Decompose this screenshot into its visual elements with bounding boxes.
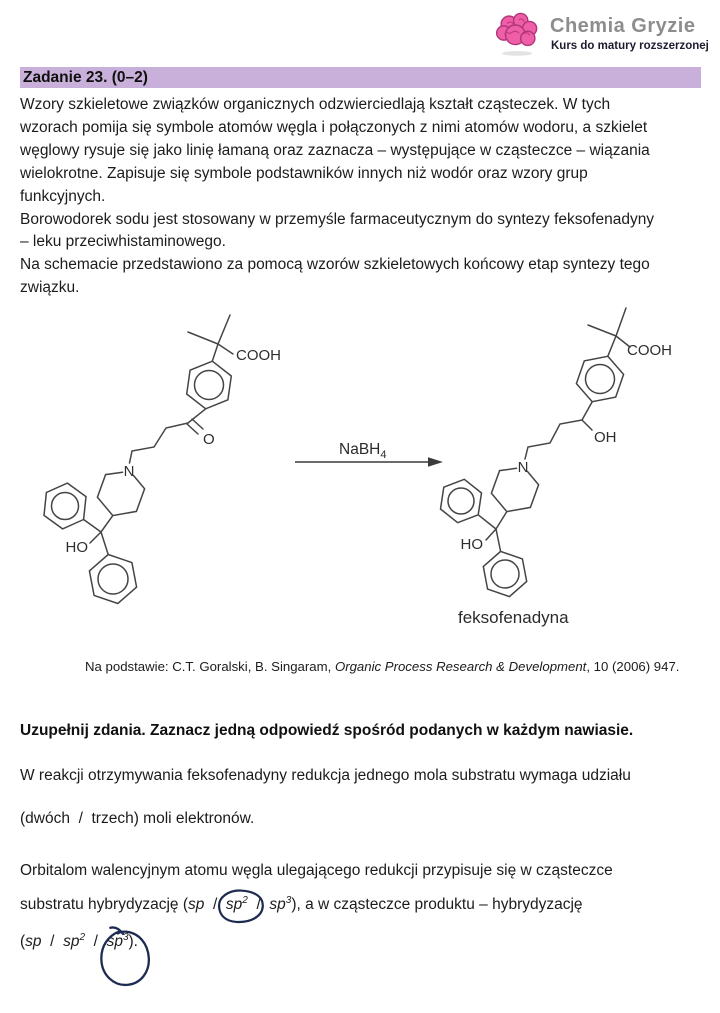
reaction-arrow [293, 428, 445, 472]
intro-line: Na schemacie przedstawiono za pomocą wzorów szkieletowych końcowy etap syntezy tego [20, 256, 650, 274]
intro-line: węglowy rysuje się jako linię łamaną oraz zaznacza – występujące w cząsteczce – wiązania [20, 141, 650, 159]
citation-suffix: , 10 (2006) 947. [586, 659, 680, 674]
amine-n-label: N [517, 459, 529, 476]
q2-line3-options [25, 933, 128, 950]
ketone-o-label: O [203, 431, 215, 448]
q2-line3-prefix: ( [20, 933, 26, 950]
brand-tagline: Kurs do matury rozszerzonej [551, 40, 709, 52]
amine-n-label: N [123, 463, 135, 480]
ho-label: HO [65, 539, 88, 556]
svg-text:NaBH4 [339, 441, 386, 461]
option-sp2: $sp^2$ [226, 896, 248, 914]
q2-line3-suffix: ). [128, 933, 138, 950]
q2-sentence-line2 [20, 896, 583, 914]
option-sp: sp [188, 896, 205, 913]
reaction-arrow-block [293, 428, 445, 472]
option-separator: / [85, 933, 107, 950]
citation [85, 659, 705, 674]
q1-sentence-line2: (dwóch / trzech) moli elektronów. [20, 810, 255, 827]
intro-line: Wzory szkieletowe związków organicznych odzwierciedlają kształt cząsteczek. W tych [20, 96, 611, 113]
option-sp2: $sp^2$ [63, 931, 86, 950]
task-header-title: Zadanie 23. (0–2) [23, 69, 148, 86]
option-sp: sp [25, 933, 42, 950]
option-separator: / [247, 896, 270, 913]
brand-logo [488, 6, 713, 58]
q2-line2-suffix: ), a w cząsteczce produktu – hybrydyzację [291, 896, 583, 913]
brand-name: Chemia Gryzie [550, 15, 696, 37]
product-name-label: feksofenadyna [458, 608, 569, 627]
q1-sentence-line1: W reakcji otrzymywania feksofenadyny redukcja jednego mola substratu wymaga udziału [20, 767, 631, 784]
intro-line: funkcyjnych. [20, 187, 106, 205]
task-header-bar [20, 67, 701, 88]
instruction: Uzupełnij zdania. Zaznacz jedną odpowiedź spośród podanych w każdym nawiasie. [20, 722, 634, 739]
citation-prefix: Na podstawie: C.T. Goralski, B. Singaram, [85, 659, 335, 674]
intro-line: wielokrotne. Zapisuje się symbole podstawników innych niż wodór oraz wzory grup [20, 164, 588, 182]
q2-line2-prefix: substratu hybrydyzację ( [20, 896, 188, 913]
cooh-label: COOH [236, 347, 281, 364]
reagent-subscript: 4 [380, 449, 387, 461]
q2-sentence-line3 [20, 933, 138, 951]
intro-line: wzorach pomija się symbole atomów węgla i połączonych z nimi atomów wodoru, a szkielet [20, 118, 648, 136]
option-sp3: $sp^3$ [107, 933, 129, 951]
option-sp3: $sp^3$ [269, 894, 292, 913]
cooh-label: COOH [627, 342, 672, 359]
intro-line: Borowodorek sodu jest stosowany w przemyśle farmaceutycznym do syntezy feksofenadyny [20, 210, 655, 228]
substrate-structure [25, 303, 295, 623]
option-separator: / [41, 933, 64, 950]
ho-label: HO [460, 536, 483, 553]
intro-line: związku. [20, 279, 80, 297]
reagent-label: NaBH [339, 441, 381, 458]
intro-text [20, 94, 708, 300]
citation-journal: Organic Process Research & Development [334, 659, 587, 674]
product-structure [430, 303, 710, 633]
intro-line: – leku przeciwhistaminowego. [20, 233, 226, 251]
brain-icon [490, 9, 546, 57]
option-separator: / [204, 896, 226, 913]
q2-sentence-line1: Orbitalom walencyjnym atomu węgla ulegającego redukcji przypisuje się w cząsteczce [20, 862, 613, 879]
oh-label: OH [594, 429, 617, 446]
q2-line2-options [188, 896, 291, 913]
